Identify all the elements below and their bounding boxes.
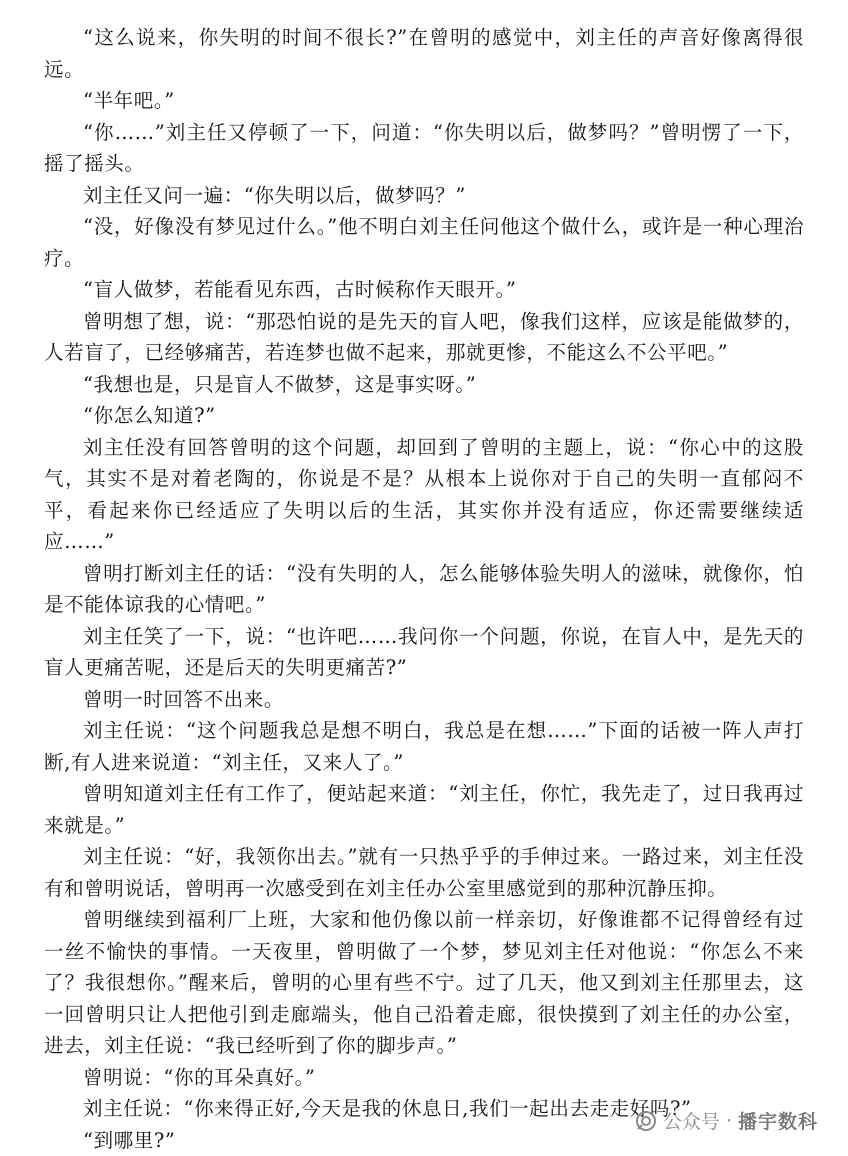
paragraph: 曾明继续到福利厂上班，大家和他仍像以前一样亲切，好像谁都不记得曾经有过一丝不愉快的事情。一天夜里，曾明做了一个梦，梦见刘主任对他说：“你怎么不来了？我很想你。”醒来后，曾明的心里有些不宁。过了几天，他又到刘主任那里去，这一回曾明只让人把他引到走廊端头，他自己沿着走廊，很快摸到了刘主任的办公室，进去，刘主任说：“我已经听到了你的脚步声。” (0, 904, 848, 1062)
watermark-separator: · (726, 1110, 732, 1132)
paragraph: 刘主任没有回答曾明的这个问题，却回到了曾明的主题上，说：“你心中的这股气，其实不是对着老陶的，你说是不是？从根本上说你对于自己的失明一直郁闷不平，看起来你已经适应了失明以后的生活，其实你并没有适应，你还需要继续适应……” (0, 432, 848, 558)
paragraph: “到哪里?” (0, 1125, 848, 1156)
paragraph: 曾明知道刘主任有工作了，便站起来道：“刘主任，你忙，我先走了，过日我再过来就是。” (0, 778, 848, 841)
watermark-account: 播宇数科 (738, 1107, 818, 1134)
paragraph: “盲人做梦，若能看见东西，古时候称作天眼开。” (0, 274, 848, 306)
paragraph: 曾明打断刘主任的话：“没有失明的人，怎么能够体验失明人的滋味，就像你，怕是不能体谅我的心情吧。” (0, 558, 848, 621)
paragraph: 曾明说：“你的耳朵真好。” (0, 1062, 848, 1094)
paragraph: “我想也是，只是盲人不做梦，这是事实呀。” (0, 369, 848, 401)
watermark-platform: 公众号 (663, 1107, 720, 1134)
paragraph: 曾明想了想，说：“那恐怕说的是先天的盲人吧，像我们这样，应该是能做梦的，人若盲了，已经够痛苦，若连梦也做不起来，那就更惨，不能这么不公平吧。” (0, 306, 848, 369)
paragraph: 刘主任又问一遍：“你失明以后，做梦吗？” (0, 180, 848, 212)
paragraph: 刘主任说：“你来得正好,今天是我的休息日,我们一起出去走走好吗?” (0, 1093, 848, 1125)
watermark (635, 1107, 818, 1134)
paragraph: 刘主任说：“好，我领你出去。”就有一只热乎乎的手伸过来。一路过来，刘主任没有和曾明说话，曾明再一次感受到在刘主任办公室里感觉到的那种沉静压抑。 (0, 841, 848, 904)
paragraph: “你怎么知道?” (0, 400, 848, 432)
wechat-official-account-icon (635, 1110, 657, 1132)
paragraph: 刘主任说：“这个问题我总是想不明白，我总是在想……”下面的话被一阵人声打断,有人进来说道：“刘主任，又来人了。” (0, 715, 848, 778)
paragraph: “没，好像没有梦见过什么。”他不明白刘主任问他这个做什么，或许是一种心理治疗。 (0, 211, 848, 274)
paragraph: 曾明一时回答不出来。 (0, 684, 848, 716)
paragraph: “半年吧。” (0, 85, 848, 117)
paragraph: 刘主任笑了一下，说：“也许吧……我问你一个问题，你说，在盲人中，是先天的盲人更痛苦呢，还是后天的失明更痛苦?” (0, 621, 848, 684)
paragraph: “这么说来，你失明的时间不很长?”在曾明的感觉中，刘主任的声音好像离得很远。 (0, 22, 848, 85)
paragraph: “你……”刘主任又停顿了一下，问道：“你失明以后，做梦吗？”曾明愣了一下，摇了摇头。 (0, 117, 848, 180)
